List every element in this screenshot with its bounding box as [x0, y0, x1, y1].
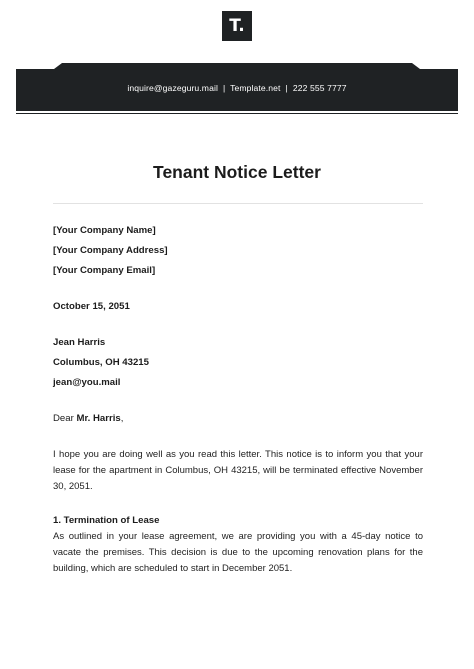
sender-company-name: [Your Company Name] [53, 225, 156, 236]
header-site: Template.net [230, 83, 281, 93]
salutation-name: Mr. Harris [76, 413, 121, 424]
salutation-suffix: , [120, 413, 124, 424]
sender-company-address: [Your Company Address] [53, 245, 168, 256]
logo-letter: T. [229, 16, 245, 36]
recipient-name: Jean Harris [53, 337, 106, 348]
header-phone: 222 555 7777 [292, 83, 347, 93]
letter-date: October 15, 2051 [53, 301, 130, 312]
header-contact-line [16, 83, 458, 93]
intro-paragraph: I hope you are doing well as you read this letter. This notice is to inform you that your lease for the apartment in Columbus, OH 43215, will be terminated effective November 30, 2051. [53, 449, 423, 492]
header-separator: | [285, 83, 288, 93]
header-band [16, 63, 458, 111]
template-logo [222, 11, 252, 41]
section-heading-termination: 1. Termination of Lease [53, 515, 160, 526]
recipient-email: jean@you.mail [53, 377, 121, 388]
header-separator: | [222, 83, 226, 93]
document-title: Tenant Notice Letter [153, 162, 321, 182]
sender-company-email: [Your Company Email] [53, 265, 156, 276]
salutation [53, 413, 123, 425]
section-body-termination: As outlined in your lease agreement, we are providing you with a 45-day notice to vacate the premises. This decision is due to the upcoming renovation plans for the building, which are scheduled to start in December 2051. [53, 531, 423, 574]
header-email: inquire@gazeguru.mail [127, 83, 218, 93]
header-underline [16, 113, 458, 114]
salutation-prefix: Dear [53, 413, 74, 424]
title-divider [53, 203, 423, 204]
recipient-city: Columbus, OH 43215 [53, 357, 149, 368]
